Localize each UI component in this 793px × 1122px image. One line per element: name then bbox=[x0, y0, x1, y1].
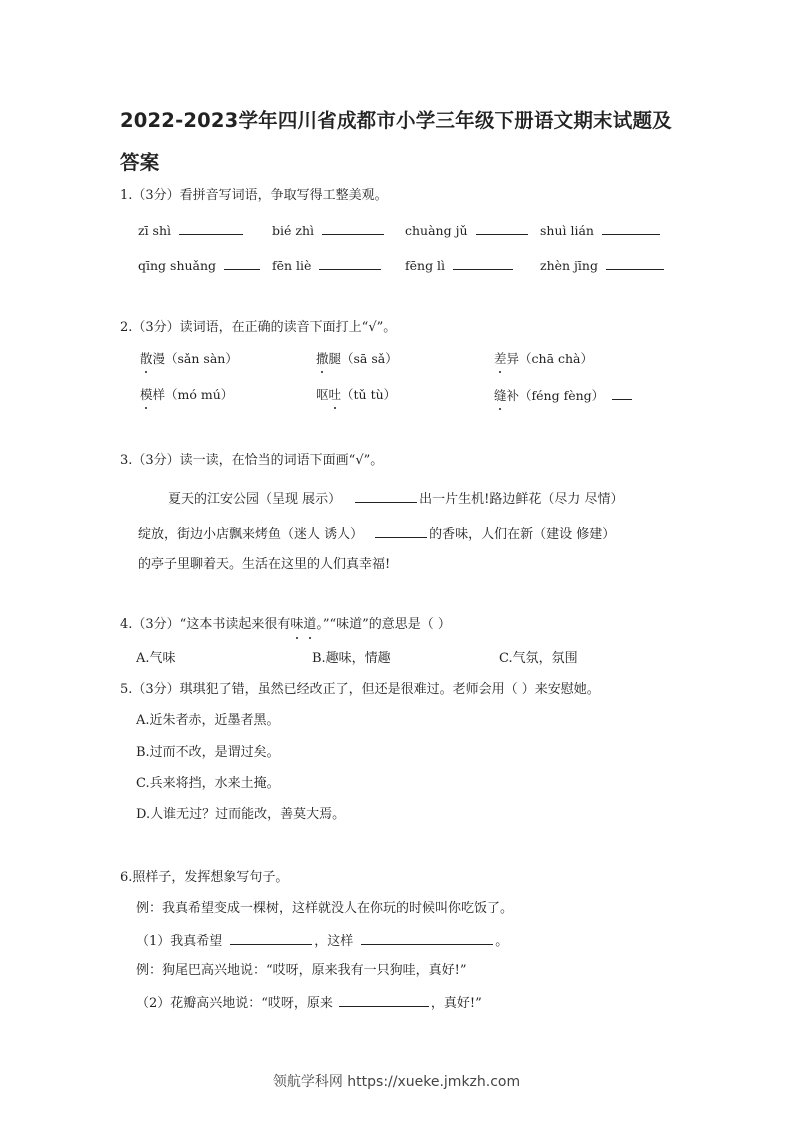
question-1-stem: 1.（3分）看拼音写词语，争取写得工整美观。 bbox=[120, 188, 388, 203]
answer-blank[interactable] bbox=[476, 221, 528, 235]
passage-line: 绽放，街边小店飘来烤鱼（迷人 诱人） 的香味，人们在新（建设 修建） bbox=[138, 524, 615, 544]
passage-line: 夏天的江安公园（呈现 展示） 出一片生机!路边鲜花（尽力 尽情） bbox=[168, 489, 624, 509]
option-d[interactable]: D.人谁无过？过而能改，善莫大焉。 bbox=[136, 807, 346, 822]
answer-blank[interactable] bbox=[224, 256, 260, 270]
pinyin-item: qīng shuǎng bbox=[138, 256, 264, 275]
reading-item: 缝补（féng fèng） bbox=[494, 386, 636, 405]
reading-item: 撒腿（sā sǎ） bbox=[316, 351, 398, 366]
reading-item: 差异（chā chà） bbox=[494, 351, 593, 366]
answer-blank[interactable] bbox=[375, 524, 427, 538]
option-c[interactable]: C.气氛，氛围 bbox=[499, 651, 578, 666]
answer-blank[interactable] bbox=[230, 931, 312, 945]
question-3-stem: 3.（3分）读一读，在恰当的词语下面画“√”。 bbox=[120, 453, 384, 468]
question-6-stem: 6.照样子，发挥想象写句子。 bbox=[120, 870, 289, 885]
pinyin-item: fēn liè bbox=[272, 256, 385, 275]
question-2-stem: 2.（3分）读词语，在正确的读音下面打上“√”。 bbox=[120, 320, 397, 335]
passage-line: 的亭子里聊着天。生活在这里的人们真幸福! bbox=[138, 557, 391, 572]
option-b[interactable]: B.过而不改，是谓过矣。 bbox=[136, 745, 280, 760]
reading-item: 散漫（sǎn sàn） bbox=[140, 351, 238, 366]
pinyin-item: chuàng jǔ bbox=[405, 221, 532, 240]
question-4-stem: 4.（3分）“这本书读起来很有味道。”“味道”的意思是（ ） bbox=[120, 617, 451, 632]
answer-blank[interactable] bbox=[319, 256, 381, 270]
pinyin-item: zhèn jīng bbox=[540, 256, 668, 275]
answer-blank[interactable] bbox=[179, 221, 243, 235]
answer-blank[interactable] bbox=[322, 221, 384, 235]
reading-item: 模样（mó mú） bbox=[140, 387, 234, 402]
answer-blank[interactable] bbox=[602, 221, 660, 235]
option-a[interactable]: A.近朱者赤，近墨者黑。 bbox=[136, 713, 280, 728]
example-sentence: 例：狗尾巴高兴地说：“哎呀，原来我有一只狗哇，真好!” bbox=[136, 963, 467, 978]
answer-blank[interactable] bbox=[606, 256, 664, 270]
reading-item: 呕吐（tǔ tù） bbox=[316, 387, 397, 402]
example-sentence: 例：我真希望变成一棵树，这样就没人在你玩的时候叫你吃饭了。 bbox=[136, 901, 514, 916]
answer-blank[interactable] bbox=[453, 256, 513, 270]
page-title: 2022-2023学年四川省成都市小学三年级下册语文期末试题及答案 bbox=[120, 109, 672, 174]
answer-blank[interactable] bbox=[339, 993, 429, 1007]
footer-watermark: 领航学科网 https://xueke.jmkzh.com bbox=[272, 1074, 521, 1090]
answer-blank[interactable] bbox=[612, 386, 632, 400]
option-b[interactable]: B.趣味，情趣 bbox=[312, 651, 391, 666]
pinyin-item: bié zhì bbox=[272, 221, 388, 240]
option-a[interactable]: A.气味 bbox=[136, 651, 176, 666]
fill-sentence: （2）花瓣高兴地说：“哎呀，原来 ，真好!” bbox=[136, 993, 482, 1013]
pinyin-item: zī shì bbox=[138, 221, 247, 240]
answer-blank[interactable] bbox=[355, 489, 417, 503]
pinyin-item: fēng lì bbox=[405, 256, 517, 275]
pinyin-item: shuì lián bbox=[540, 221, 664, 240]
question-5-stem: 5.（3分）琪琪犯了错，虽然已经改正了，但还是很难过。老师会用（ ）来安慰她。 bbox=[120, 682, 600, 697]
fill-sentence: （1）我真希望 ，这样 。 bbox=[136, 931, 508, 951]
option-c[interactable]: C.兵来将挡，水来土掩。 bbox=[136, 776, 280, 791]
answer-blank[interactable] bbox=[361, 931, 493, 945]
